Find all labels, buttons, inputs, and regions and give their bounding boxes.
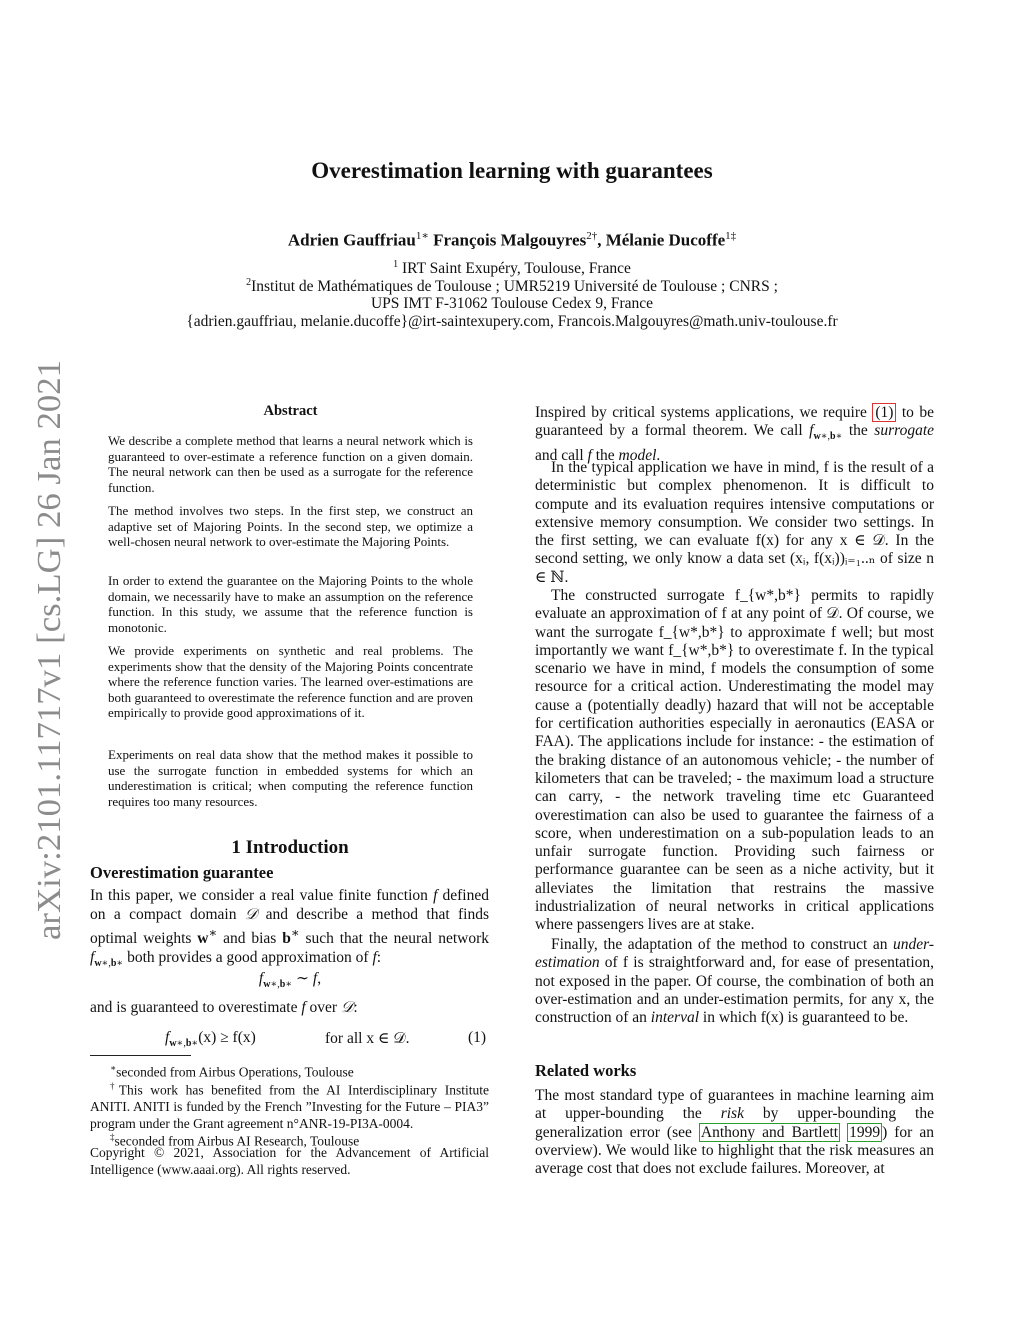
body-paragraph: Finally, the adaptation of the method to construct an under-estimation of f is straightforward and, for ease of presentation, not exposed in the paper. Of course, the combination of both an over-estimation and an under-estimation permits, for any x, the construction of an interval in which f(x) is guaranteed to be.	[535, 936, 934, 1027]
abstract-heading: Abstract	[263, 403, 318, 419]
author-name: François Malgouyres	[433, 230, 587, 250]
author-mark: 2†	[586, 230, 598, 242]
intro-paragraph: and is guaranteed to overestimate f over 𝒟:	[90, 999, 358, 1016]
author-emails: {adrien.gauffriau, melanie.ducoffe}@irt-saintexupery.com, Francois.Malgouyres@math.univ-toulouse.fr	[186, 313, 838, 330]
copyright-notice: Copyright © 2021, Association for the Advancement of Artificial Intelligence (www.aaai.org). All rights reserved.	[90, 1145, 489, 1177]
author-name: Mélanie Ducoffe	[605, 230, 726, 250]
equation-1-lhs: $f_{w∗,b∗}(x) \ge f(x)$	[165, 1029, 256, 1050]
author-mark: 1‡	[725, 230, 737, 242]
author-mark: 1∗	[415, 230, 429, 242]
author-list: Adrien Gauffriau$^{1∗}$ François Malgouyres$^{2\dagger}$, Mélanie Ducoffe$^{1\ddagger}$	[287, 230, 737, 250]
body-paragraph: Inspired by critical systems applications, we require (1) to be guaranteed by a formal theorem. We call $f_{w∗,b∗}$ the surrogate and call f the model.	[535, 404, 935, 464]
subsection-heading: Overestimation guarantee	[90, 863, 274, 882]
author-name: Adrien Gauffriau	[287, 230, 416, 250]
affiliation-1: $^1$ IRT Saint Exupéry, Toulouse, France	[393, 259, 631, 278]
equation-reference-link[interactable]: (1)	[872, 403, 896, 422]
subsection-heading: Related works	[535, 1061, 637, 1080]
footnote: ∗seconded from Airbus Operations, Toulouse	[110, 1063, 354, 1080]
citation-link[interactable]: Anthony and Bartlett	[700, 1123, 839, 1141]
footnote: †This work has benefited from the AI Interdisciplinary Institute ANITI. ANITI is funded by the French ”Investing for the Future – PIA3” program under the Grant agreement n°ANR-19-PI3A-0004.	[90, 1081, 489, 1131]
arxiv-identifier	[10, 355, 76, 945]
body-paragraph: In the typical application we have in mind, f is the result of a deterministic but complex phenomenon. It is difficult to compute and its evaluation requires intensive computations or extensive memory consumption. We consider two settings. In the first setting, we can evaluate f(x) for any x ∈ 𝒟. In the second setting, we only know a data set (xᵢ, f(xᵢ))ᵢ₌₁..ₙ of size n ∈ ℕ.	[535, 459, 934, 586]
equation-number: (1)	[468, 1029, 487, 1046]
body-paragraph: The constructed surrogate f_{w*,b*} permits to rapidly evaluate an approximation of f at any point of 𝒟. Of course, we want the surrogate f_{w*,b*} to approximate f well; but most importantly we want f_{w*,b*} to overestimate f. In the typical scenario we have in mind, f models the consumption of some resource for a critical action. Underestimating the model may cause a (potentially deadly) hazard that will not be acceptable for certification authorities especially in aeronautics (EASA or FAA). The applications include for instance: - the estimation of the braking distance of an autonomous vehicle; - the number of kilometers that can be traveled; - the maximum load a structure can carry, - the network traveling time etc Guaranteed overestimation can also be used to guarantee the fairness of a score, when underestimation on a sub-population leads to an unfair surrogate function. Providing such fairness or performance guarantee can be seen as a niche activity, but it alleviates the limitation that restrains the massive industrialization of neural networks in critical applications where passengers lives are at stake.	[535, 587, 934, 934]
citation-year-link[interactable]: 1999	[849, 1123, 881, 1141]
affiliation-2-address: UPS IMT F-31062 Toulouse Cedex 9, France	[370, 295, 654, 312]
footnote-divider	[90, 1055, 191, 1056]
abstract-paragraph: Experiments on real data show that the method makes it possible to use the surrogate function in embedded systems for which an underestimation is critical; when computing the reference function requires too many resources.	[108, 747, 473, 809]
body-paragraph: The most standard type of guarantees in machine learning aim at upper-bounding the risk by upper-bounding the generalization error (see Anthony and Bartlett 1999 ) for an overview). We would like to highlight that the risk measures an average cost that does not exclude failures. Moreover, at	[535, 1087, 934, 1178]
arxiv-id-text: arXiv:2101.11717v1 [cs.LG] 26 Jan 2021	[31, 372, 68, 940]
paper-title: Overestimation learning with guarantees	[311, 158, 713, 183]
intro-paragraph: In this paper, we consider a real value finite function f defined on a compact domain 𝒟 and describe a method that finds optimal weights w∗ and bias b∗ such that the neural network $f_{w∗,b∗}$ both provides a good approximation of f:	[90, 887, 490, 969]
section-heading-introduction: 1 Introduction	[231, 837, 349, 858]
abstract-paragraph: We describe a complete method that learns a neural network which is guaranteed to over-estimate a reference function on a given domain. The neural network can then be used as a surrogate for the reference function.	[108, 433, 473, 495]
affiliation-2: $^2$Institut de Mathématiques de Toulouse ; UMR5219 Université de Toulouse ; CNRS ;	[246, 277, 778, 296]
equation-approx: $f_{w∗,b∗}$ ∼ f,	[258, 970, 322, 991]
abstract-paragraph: We provide experiments on synthetic and real problems. The experiments show that the density of the Majoring Points concentrate where the reference function varies. The learned over-estimations are both guaranteed to overestimate the reference function and are proven empirically to provide good approximations of it.	[108, 643, 473, 720]
footnote: ‡seconded from Airbus AI Research, Toulouse	[110, 1132, 360, 1149]
equation-1-rhs: for all x ∈ 𝒟.	[325, 1030, 410, 1047]
abstract-paragraph: The method involves two steps. In the first step, we construct an adaptive set of Majoring Points. In the second step, we optimize a well-chosen neural network to over-estimate the Majoring Points.	[108, 503, 473, 549]
abstract-paragraph: In order to extend the guarantee on the Majoring Points to the whole domain, we necessarily have to make an assumption on the reference function. In this study, we assume that the reference function is monotonic.	[108, 573, 473, 635]
